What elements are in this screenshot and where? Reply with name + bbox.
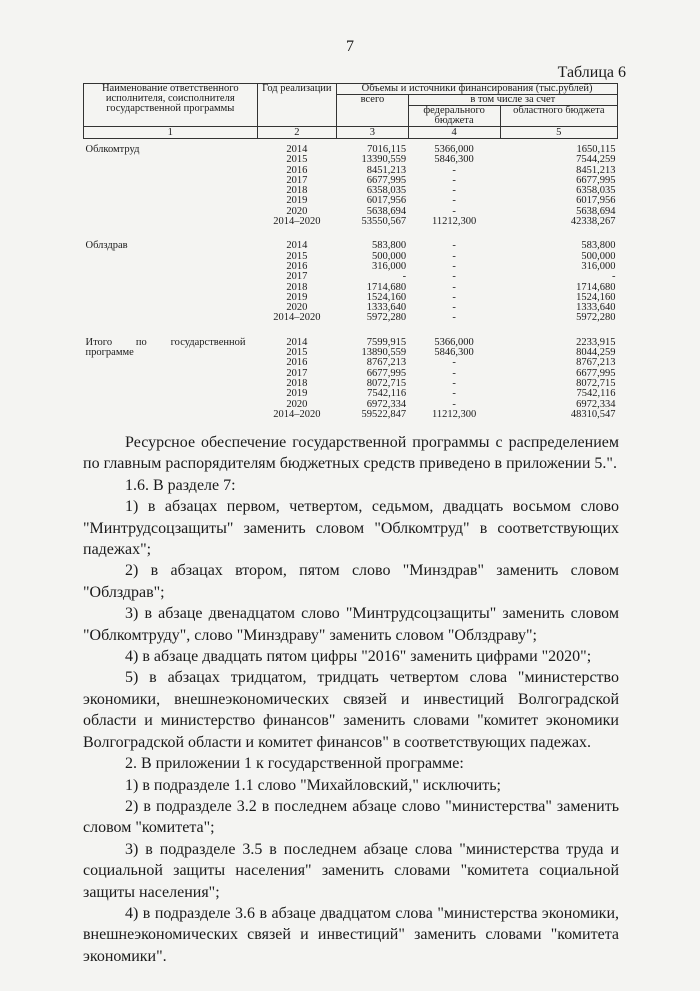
cell-value: - <box>452 174 456 186</box>
row-name: Облздрав <box>85 240 128 252</box>
cell-value: 583,800 <box>581 240 616 252</box>
regional-cell <box>500 145 617 227</box>
header-name: Наименование ответственного исполнителя, соисполнителя государственной программы <box>84 84 258 127</box>
total-cell <box>337 338 408 420</box>
cell-value: 8451,213 <box>576 164 616 176</box>
cell-value: - <box>452 312 456 324</box>
cell-value: - <box>452 398 456 410</box>
cell-value: 2018 <box>286 281 308 293</box>
paragraph: 3) в подразделе 3.5 в последнем абзаце слова "министерства труда и социальной защиты населения" заменить словами "комитета социальной защиты населения"; <box>83 840 619 901</box>
cell-value: 7542,116 <box>367 388 407 400</box>
cell-value: 6358,035 <box>366 185 407 197</box>
cell-value: - <box>612 271 616 283</box>
cell-value: 2018 <box>286 185 308 197</box>
cell-value: 59522,847 <box>361 408 407 420</box>
paragraph: 4) в абзаце двадцать пятом цифры "2016" заменить цифрами "2020"; <box>125 648 592 666</box>
cell-value: - <box>452 388 456 400</box>
page-number: 7 <box>346 38 354 55</box>
cell-value: 6972,334 <box>366 398 407 410</box>
cell-value: 2019 <box>286 388 308 400</box>
cell-value: 5638,694 <box>576 205 616 217</box>
cell-value: 316,000 <box>372 260 407 272</box>
cell-value: 2015 <box>286 347 308 359</box>
cell-value: 2019 <box>286 291 308 303</box>
cell-value: 583,800 <box>372 240 407 252</box>
cell-value: 2014 <box>286 240 308 252</box>
header-regional: областного бюджета <box>500 106 617 127</box>
cell-value: 48310,547 <box>570 408 616 420</box>
paragraph: Ресурсное обеспечение государственной программы с распределением по главным распорядителям бюджетных средств приведено в приложении 5.". <box>83 434 619 473</box>
paragraph: 2. В приложении 1 к государственной программе: <box>125 755 464 773</box>
year-cell <box>257 241 337 323</box>
regional-cell <box>500 338 617 420</box>
col-num: 4 <box>408 127 500 139</box>
cell-value: 2014–2020 <box>273 408 321 420</box>
cell-value: 500,000 <box>581 250 616 262</box>
cell-value: - <box>452 377 456 389</box>
cell-value: - <box>452 195 456 207</box>
cell-value: 1524,160 <box>366 291 407 303</box>
cell-value: 2014–2020 <box>273 312 321 324</box>
cell-value: 8767,213 <box>366 357 407 369</box>
cell-value: 5366,000 <box>434 336 474 348</box>
cell-value: 5366,000 <box>434 144 474 155</box>
cell-value: 2014 <box>286 336 308 348</box>
cell-value: 2019 <box>286 195 308 207</box>
paragraph: 3) в абзаце двенадцатом слово "Минтрудсоцзащиты" заменить словом "Облкомтруду", слово "Минздраву" заменить словом "Облздраву"; <box>83 605 619 644</box>
col-num: 5 <box>500 127 617 139</box>
cell-value: 6972,334 <box>576 398 616 410</box>
header-incl: в том числе за счет <box>408 95 617 106</box>
cell-value: 1333,640 <box>576 302 616 314</box>
cell-value: 5972,280 <box>366 312 407 324</box>
cell-value: 6358,035 <box>576 185 616 197</box>
cell-value: - <box>452 357 456 369</box>
cell-value: - <box>452 271 456 283</box>
paragraph: 1) в подразделе 1.1 слово "Михайловский," исключить; <box>125 776 501 794</box>
header-year: Год реализации <box>257 84 337 127</box>
cell-value: - <box>452 240 456 252</box>
cell-value: 1650,115 <box>576 144 616 155</box>
cell-value: 1524,160 <box>576 291 616 303</box>
cell-value: - <box>402 271 407 283</box>
funding-table <box>83 83 618 420</box>
cell-value: 8044,259 <box>576 347 616 359</box>
cell-value: 2018 <box>286 377 308 389</box>
cell-value: 5638,694 <box>366 205 407 217</box>
header-federal: федерального бюджета <box>408 106 500 127</box>
cell-value: 1333,640 <box>366 302 407 314</box>
cell-value: 7544,259 <box>576 154 616 166</box>
cell-value: 2015 <box>286 154 308 166</box>
cell-value: 2014 <box>286 144 308 155</box>
cell-value: 6677,995 <box>366 367 407 379</box>
cell-value: - <box>452 250 456 262</box>
cell-value: 2016 <box>286 357 308 369</box>
header-total: всего <box>337 95 408 127</box>
cell-value: 6677,995 <box>576 174 616 186</box>
year-cell <box>257 145 337 227</box>
year-cell <box>257 338 337 420</box>
cell-value: 7016,115 <box>367 144 407 155</box>
cell-value: 2020 <box>286 205 308 217</box>
cell-value: - <box>452 260 456 272</box>
cell-value: 316,000 <box>581 260 616 272</box>
paragraph: 1.6. В разделе 7: <box>125 476 236 494</box>
cell-value: 7542,116 <box>576 388 616 400</box>
cell-value: 2017 <box>286 367 308 379</box>
cell-value: 8072,715 <box>366 377 407 389</box>
cell-value: - <box>452 205 456 217</box>
cell-value: 2015 <box>286 250 308 262</box>
cell-value: 1714,680 <box>576 281 616 293</box>
cell-value: - <box>452 185 456 197</box>
table-row <box>84 145 618 227</box>
cell-value: 5846,300 <box>434 154 474 166</box>
cell-value: 1714,680 <box>366 281 407 293</box>
cell-value: 2017 <box>286 174 308 186</box>
cell-value: - <box>452 302 456 314</box>
cell-value: 8767,213 <box>576 357 616 369</box>
federal-cell <box>408 338 500 420</box>
cell-value: 8072,715 <box>576 377 616 389</box>
cell-value: 500,000 <box>372 250 407 262</box>
paragraph: 2) в абзацах втором, пятом слово "Минздрав" заменить словом "Облздрав"; <box>83 562 619 601</box>
federal-cell <box>408 241 500 323</box>
table-row <box>84 338 618 420</box>
cell-value: 7599,915 <box>366 336 407 348</box>
paragraph: 2) в подразделе 3.2 в последнем абзаце слово "министерства" заменить словом "комитета"; <box>83 797 619 837</box>
cell-value: 2014–2020 <box>273 216 321 228</box>
cell-value: - <box>452 367 456 379</box>
table-row <box>84 241 618 323</box>
col-num: 3 <box>337 127 408 139</box>
cell-value: 13390,559 <box>361 154 407 166</box>
total-cell <box>337 241 408 323</box>
total-cell <box>337 145 408 227</box>
cell-value: 6017,956 <box>576 195 616 207</box>
cell-value: 53550,567 <box>361 216 407 228</box>
paragraph: 4) в подразделе 3.6 в абзаце двадцатом слова "министерства экономики, внешнеэкономических связей и инвестиций" заменить словами "комитета экономики". <box>83 904 619 965</box>
table-label: Таблица 6 <box>557 64 626 81</box>
cell-value: 11212,300 <box>431 216 477 228</box>
row-name: Облкомтруд <box>85 144 140 155</box>
cell-value: 2020 <box>286 302 308 314</box>
cell-value: 13890,559 <box>361 347 407 359</box>
paragraph: 1) в абзацах первом, четвертом, седьмом, двадцать восьмом слово "Минтрудсоцзащиты" заменить словом "Облкомтруд" в соответствующих падежах"; <box>83 498 619 559</box>
cell-value: 6017,956 <box>366 195 407 207</box>
cell-value: 2020 <box>286 398 308 410</box>
col-num: 2 <box>257 127 337 139</box>
cell-value: 11212,300 <box>431 408 477 420</box>
cell-value: 2233,915 <box>576 336 616 348</box>
cell-value: - <box>452 291 456 303</box>
col-num: 1 <box>84 127 258 139</box>
cell-value: 2016 <box>286 164 308 176</box>
regional-cell <box>500 241 617 323</box>
cell-value: 8451,213 <box>366 164 407 176</box>
cell-value: 6677,995 <box>366 174 407 186</box>
header-funding: Объемы и источники финансирования (тыс.рублей) <box>337 84 618 95</box>
paragraph: 5) в абзацах тридцатом, тридцать четвертом слова "министерство экономики, внешнеэкономических связей и инвестиций Волгоградской области и министерство финансов" заменить словами "комитет экономики Волгоградской области и комитет финансов" в соответствующих падежах. <box>83 669 619 751</box>
cell-value: 42338,267 <box>570 216 616 228</box>
cell-value: 2016 <box>286 260 308 272</box>
row-name: Итого по государственной программе <box>85 336 246 358</box>
cell-value: - <box>452 281 456 293</box>
cell-value: 6677,995 <box>576 367 616 379</box>
cell-value: - <box>452 164 456 176</box>
federal-cell <box>408 145 500 227</box>
body-text <box>83 432 619 967</box>
cell-value: 5846,300 <box>434 347 474 359</box>
cell-value: 2017 <box>286 271 308 283</box>
cell-value: 5972,280 <box>576 312 616 324</box>
